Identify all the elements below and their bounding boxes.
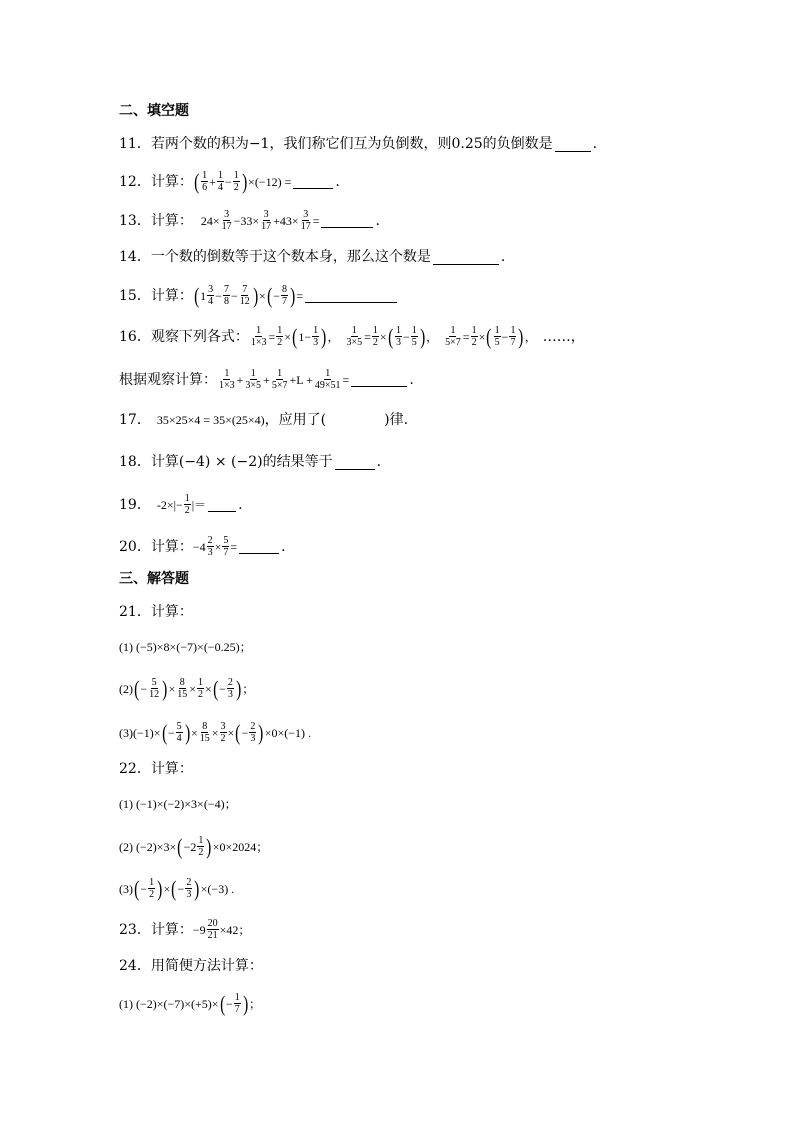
question-16	[119, 325, 585, 348]
question-text: 计算：	[150, 604, 193, 620]
question-number: 17．	[119, 412, 151, 428]
question-22-part-1: (1) (−1)×(−2)×3×(−4)；	[119, 797, 237, 811]
section-heading-fill-blank: 二、填空题	[119, 103, 189, 119]
math-expression: ( − $\frac{1}{7}$ ) ；	[219, 990, 262, 1016]
math-expression: ( $\frac{1}{6}$ + $\frac{1}{4}$ − $\frac{1}{2}$ ) ×(−12) =	[193, 168, 292, 194]
expr-head: -2×|−	[156, 497, 183, 512]
question-21-part-3	[119, 721, 311, 744]
question-number: 23．	[119, 921, 151, 938]
question-end: .	[238, 496, 243, 513]
expr-tail: ×(−12) =	[248, 174, 292, 189]
question-21-part-2	[119, 677, 254, 700]
math-expression: −9 $\frac{20}{21}$ ×42；	[192, 918, 251, 941]
question-end: .	[376, 454, 382, 470]
math-expression: ( 1 $\frac{3}{4}$ − $\frac{7}{8}$ − $\frac{7}{12}$ ) × ( − $\frac{8}{7}$ ) =	[193, 282, 304, 308]
question-text: 用简便方法计算：	[150, 958, 263, 974]
question-text: 计算：	[150, 921, 193, 938]
question-number: 24．	[119, 958, 151, 974]
expr-head: −9	[192, 922, 206, 937]
question-text: 计算：	[150, 761, 193, 777]
question-number: 19．	[119, 496, 151, 513]
question-number: 18．	[119, 454, 151, 470]
answer-blank[interactable]	[351, 372, 407, 387]
question-number: 21．	[119, 604, 151, 620]
question-number: 13．	[119, 212, 151, 229]
question-text: 计算(−4) × (−2)的结果等于	[150, 454, 333, 470]
question-number: 11．	[119, 136, 151, 152]
question-number: 14．	[119, 249, 151, 265]
question-text: 观察下列各式：	[150, 328, 249, 345]
answer-blank[interactable]	[239, 539, 279, 554]
question-end: .	[592, 136, 598, 152]
question-22-part-2	[119, 835, 268, 858]
expr-head: (1) (−2)×(−7)×(+5)×	[119, 996, 219, 1011]
math-expression: ( − $\frac{1}{2}$ ) × ( − $\frac{2}{3}$ ) ×(−3) .	[134, 875, 235, 901]
question-21	[119, 602, 193, 622]
math-expression: −4 $\frac{2}{3}$ × $\frac{5}{7}$ =	[192, 535, 238, 558]
math-expression: $\frac{1}{1\times 3}$ + $\frac{1}{3\times 5}$ + $\frac{1}{5\times 7}$ +L + $\frac{1}{49\times 51}$ =	[219, 368, 350, 391]
question-24-part-1	[119, 992, 261, 1015]
answer-blank[interactable]	[208, 497, 236, 512]
question-text: 计算：	[150, 173, 193, 190]
question-end: .	[375, 212, 380, 229]
question-15	[119, 284, 399, 307]
question-number: 22．	[119, 761, 151, 777]
answer-blank[interactable]	[305, 288, 397, 303]
question-text: 计算：	[150, 287, 193, 304]
part-label: (2)	[119, 681, 133, 696]
math-expression: 35×25×4 = 35×(25×4)	[156, 413, 265, 427]
math-expression: (−1)× ( − $\frac{5}{4}$ ) × $\frac{8}{15}$ × $\frac{3}{2}$ × ( − $\frac{2}{3}$ ) ×0×(−1) .	[133, 719, 312, 745]
answer-blank[interactable]	[335, 455, 375, 470]
part-label: (2) (−2)×3×	[119, 839, 177, 854]
question-16-line-2: 根据观察计算： $\frac{1}{1\times 3}$ + $\frac{1}{3\times 5}$ + $\frac{1}{5\times 7}$ +L + $\frac{1}{49\times 51}$ = .	[119, 368, 414, 391]
question-text: 计算：	[150, 538, 193, 555]
question-text: 计算：	[150, 212, 193, 229]
question-number: 12．	[119, 173, 151, 190]
math-expression: -2×|− $\frac{1}{2}$ |＝	[156, 493, 207, 516]
question-17	[119, 410, 408, 430]
question-number: 15．	[119, 287, 151, 304]
answer-blank[interactable]	[433, 250, 499, 265]
question-19	[119, 493, 243, 516]
question-24	[119, 956, 263, 976]
expr-tail: ×0×2024；	[212, 839, 269, 854]
answer-blank[interactable]	[293, 174, 333, 189]
section-heading-solutions: 三、解答题	[119, 571, 189, 587]
question-end: .	[500, 249, 506, 265]
expr-tail: ×42；	[219, 922, 251, 937]
part-label: (3)	[119, 881, 133, 896]
question-end: .	[281, 538, 286, 555]
question-number: 20．	[119, 538, 151, 555]
part-label: (3)	[119, 725, 133, 740]
math-expression: $\frac{1}{1\times 3}$ = $\frac{1}{2}$ × ( 1− $\frac{1}{3}$ ) ， $\frac{1}{3\times 5}$ = $\frac{1}{2}$ × ( $\frac{1}{3}$ − $\frac{1}{5}$ ) ， $\frac{1}{5\times 7}$ = $\frac{1}{2}$ × ( $\frac{1}{5}$ − $\frac{1}{7}$ ) ，	[250, 323, 537, 349]
question-text: 根据观察计算：	[119, 371, 217, 388]
question-end: )律.	[384, 412, 409, 428]
question-18	[119, 452, 381, 472]
question-11	[119, 134, 597, 154]
question-22-part-3	[119, 877, 234, 900]
question-end: .	[335, 173, 340, 190]
expr-tail: |＝	[191, 497, 207, 512]
math-expression: 24× $\frac{3}{17}$ −33× $\frac{3}{17}$ +43× $\frac{3}{17}$ =	[200, 209, 320, 232]
math-expression: ( − $\frac{5}{12}$ ) × $\frac{8}{15}$ × $\frac{1}{2}$ × ( − $\frac{2}{3}$ ) ；	[134, 675, 255, 701]
answer-blank[interactable]	[321, 213, 373, 228]
question-text: ，应用了(	[264, 412, 327, 428]
question-text: 一个数的倒数等于这个数本身，那么这个数是	[150, 249, 431, 265]
question-number: 16．	[119, 328, 151, 345]
question-21-part-1: (1) (−5)×8×(−7)×(−0.25)；	[119, 640, 252, 654]
answer-blank[interactable]	[555, 137, 591, 152]
question-text: 若两个数的积为−1，我们称它们互为负倒数，则0.25的负倒数是	[150, 136, 553, 152]
question-end: ……，	[542, 328, 585, 345]
question-20	[119, 535, 286, 558]
question-22	[119, 759, 193, 779]
math-expression: ( −2 $\frac{1}{2}$ )	[177, 833, 212, 859]
question-14	[119, 247, 505, 267]
expr-tail: =	[296, 288, 304, 303]
question-23	[119, 918, 250, 941]
question-13	[119, 209, 380, 232]
question-12	[119, 170, 340, 193]
